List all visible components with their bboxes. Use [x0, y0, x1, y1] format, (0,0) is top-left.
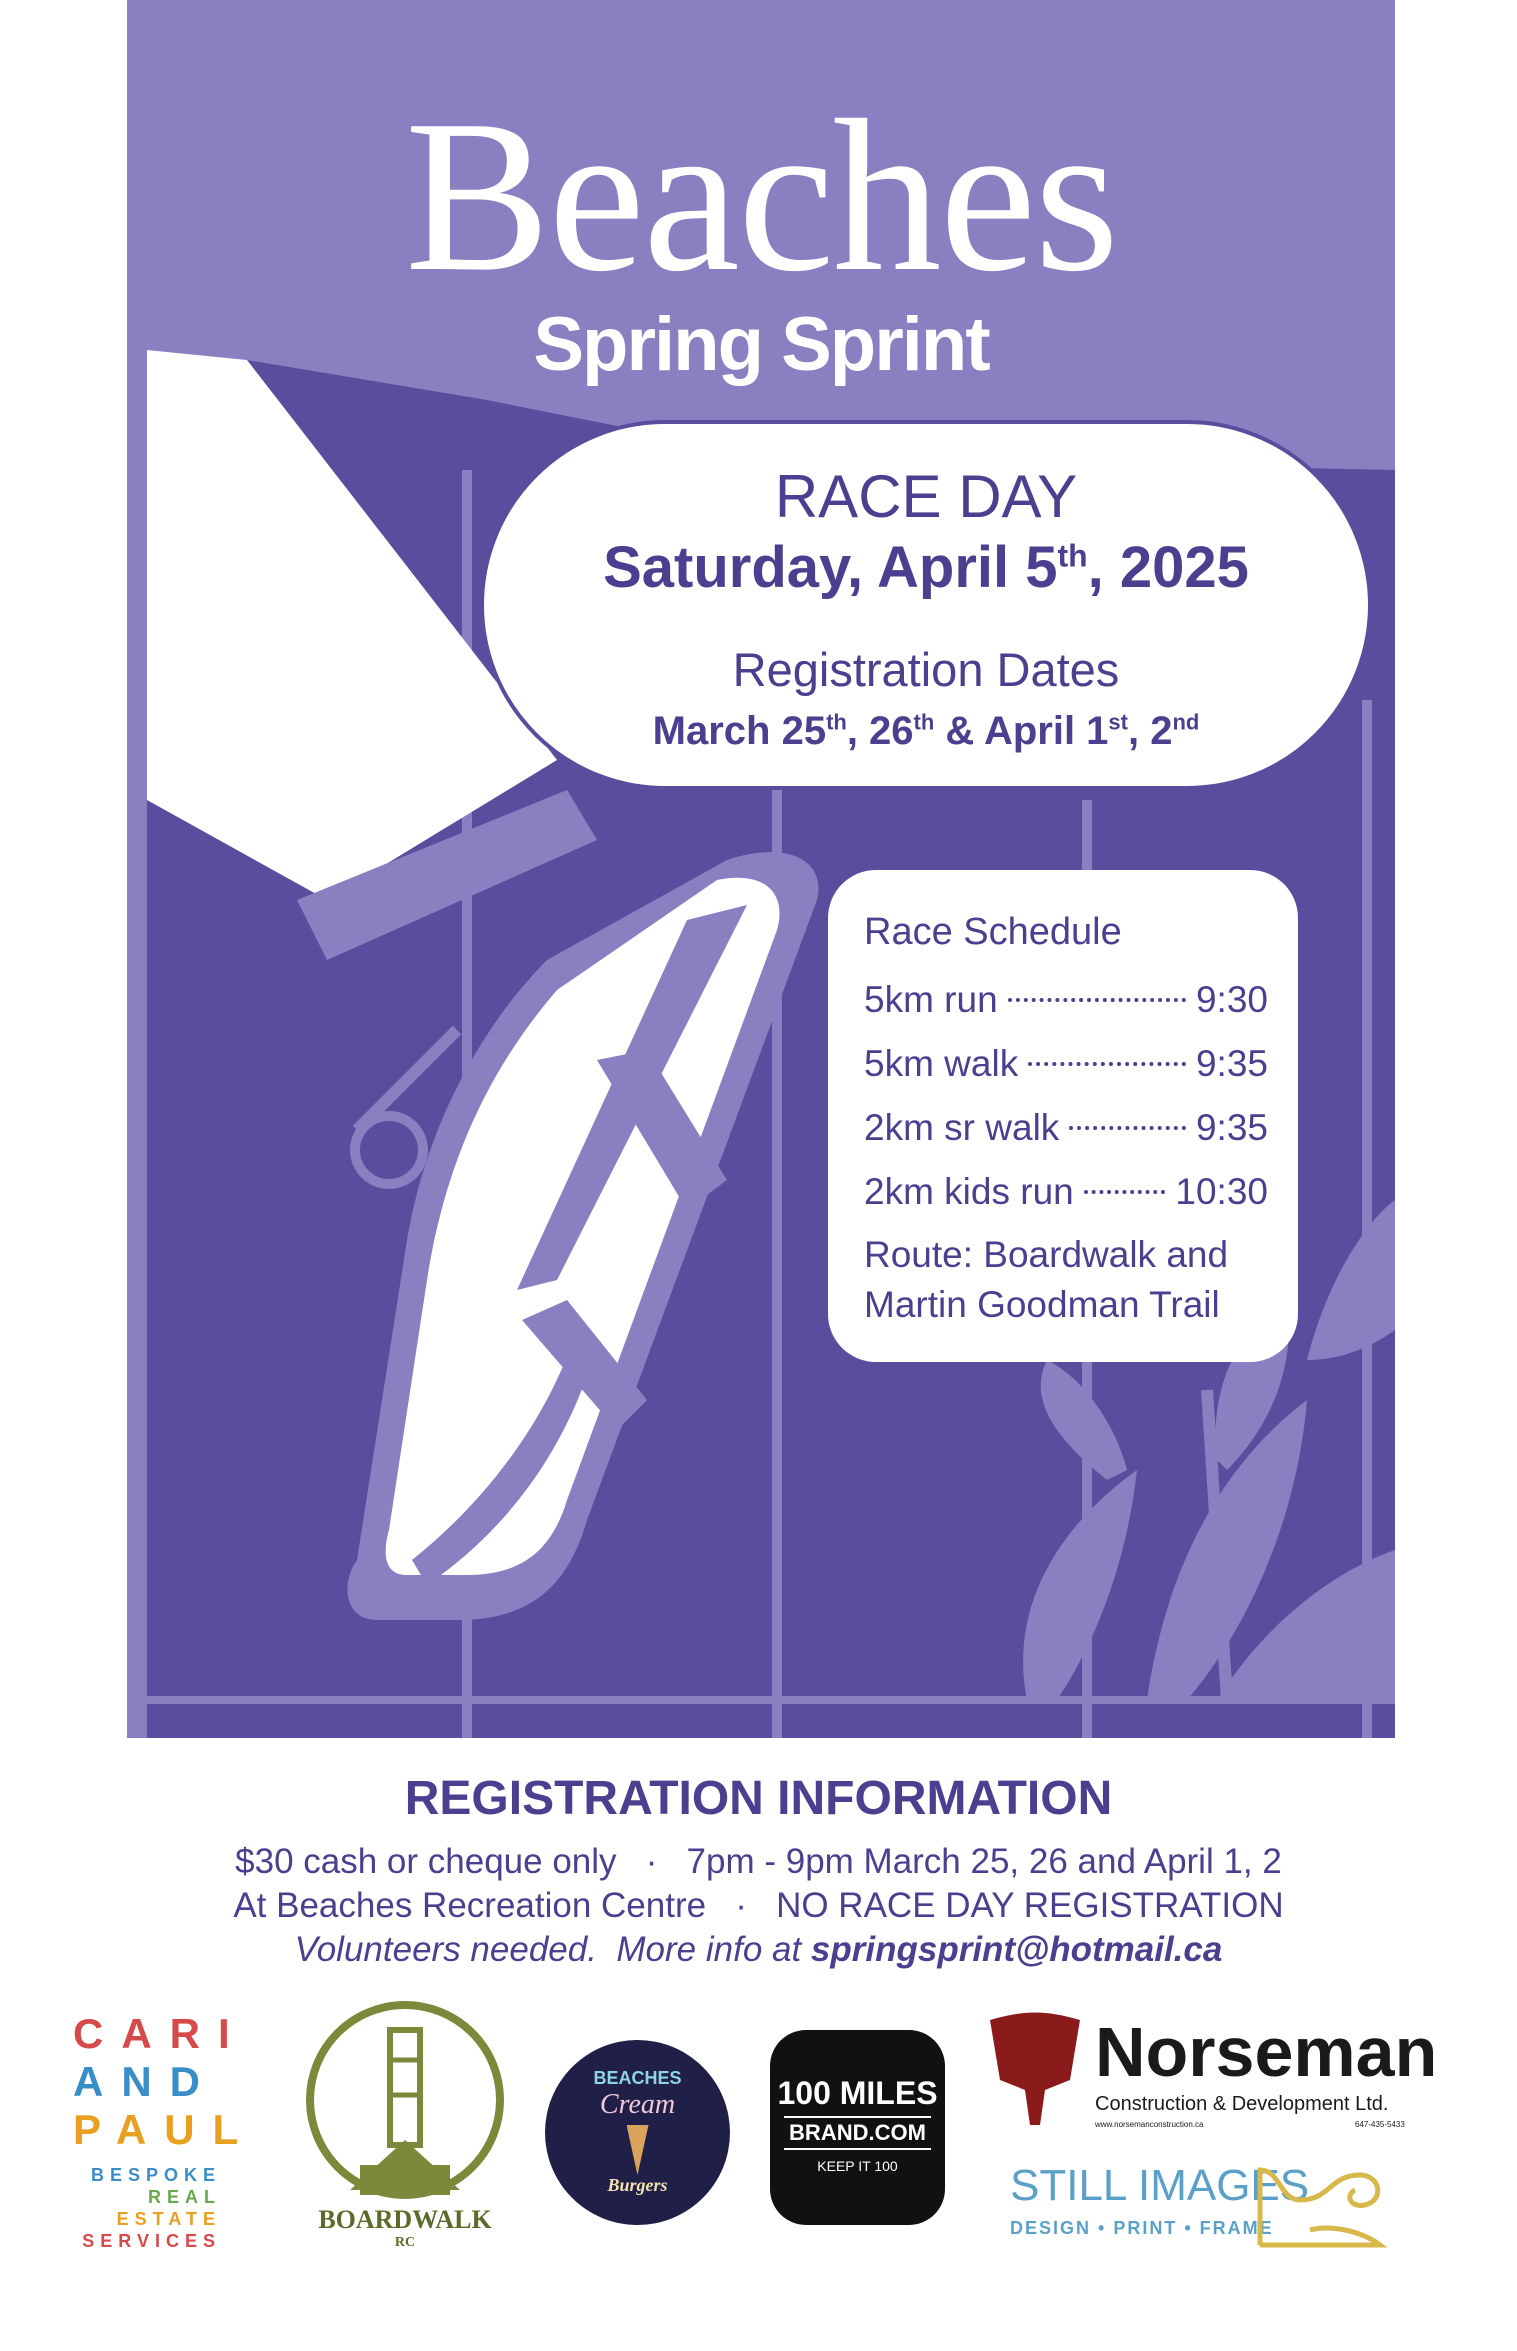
registration-dates: March 25th, 26th & April 1st, 2nd [652, 709, 1200, 753]
schedule-row: 2km sr walk 9:35 [864, 1107, 1268, 1148]
norseman-logo: Norseman Construction & Development Ltd. www.norsemanconstruction.ca 647-435-5433 [985, 2010, 1415, 2140]
schedule-row: 5km run 9:30 [864, 979, 1268, 1020]
100-miles-brand-logo: 100 MILES BRAND.COM KEEP IT 100 [770, 2030, 945, 2225]
registration-line-2: At Beaches Recreation Centre · NO RACE DAY REGISTRATION [233, 1886, 1284, 1925]
boardwalk-tower-icon [290, 2000, 520, 2200]
boardwalk-rc-logo: BOARDWALK RC [290, 2000, 520, 2240]
poster-title: Beaches [404, 76, 1118, 317]
still-images-logo: STILL IMAGES DESIGN • PRINT • FRAME [1010, 2160, 1415, 2260]
beaches-cream-logo: BEACHES Cream Burgers [545, 2040, 730, 2225]
registration-line-1: $30 cash or cheque only · 7pm - 9pm March 25, 26 and April 1, 2 [235, 1842, 1282, 1881]
ornament-flourish-icon [1250, 2160, 1390, 2250]
contact-email-link[interactable]: springsprint@hotmail.ca [810, 1930, 1223, 1969]
registration-line-3: Volunteers needed. More info at springsprint@hotmail.ca [294, 1930, 1223, 1969]
schedule-row: 5km walk 9:35 [864, 1043, 1268, 1084]
race-date: Saturday, April 5th, 2025 [603, 535, 1249, 600]
registration-dates-label: Registration Dates [732, 643, 1120, 696]
race-schedule-card [828, 870, 1298, 1362]
norseman-helmet-icon [985, 2010, 1085, 2130]
ice-cream-cone-icon [627, 2125, 649, 2175]
schedule-title: Race Schedule [864, 911, 1122, 953]
race-day-label: RACE DAY [774, 463, 1078, 530]
race-day-card [480, 420, 1372, 790]
schedule-row: 2km kids run 10:30 [864, 1171, 1268, 1212]
event-poster [127, 0, 1395, 1738]
cari-and-paul-logo: CARI AND PAUL BESPOKE REAL ESTATE SERVICES [73, 2010, 257, 2251]
poster-subtitle: Spring Sprint [533, 302, 989, 387]
registration-title: REGISTRATION INFORMATION [404, 1772, 1113, 1825]
route-text: Route: Boardwalk and Martin Goodman Trail [864, 1234, 1229, 1325]
